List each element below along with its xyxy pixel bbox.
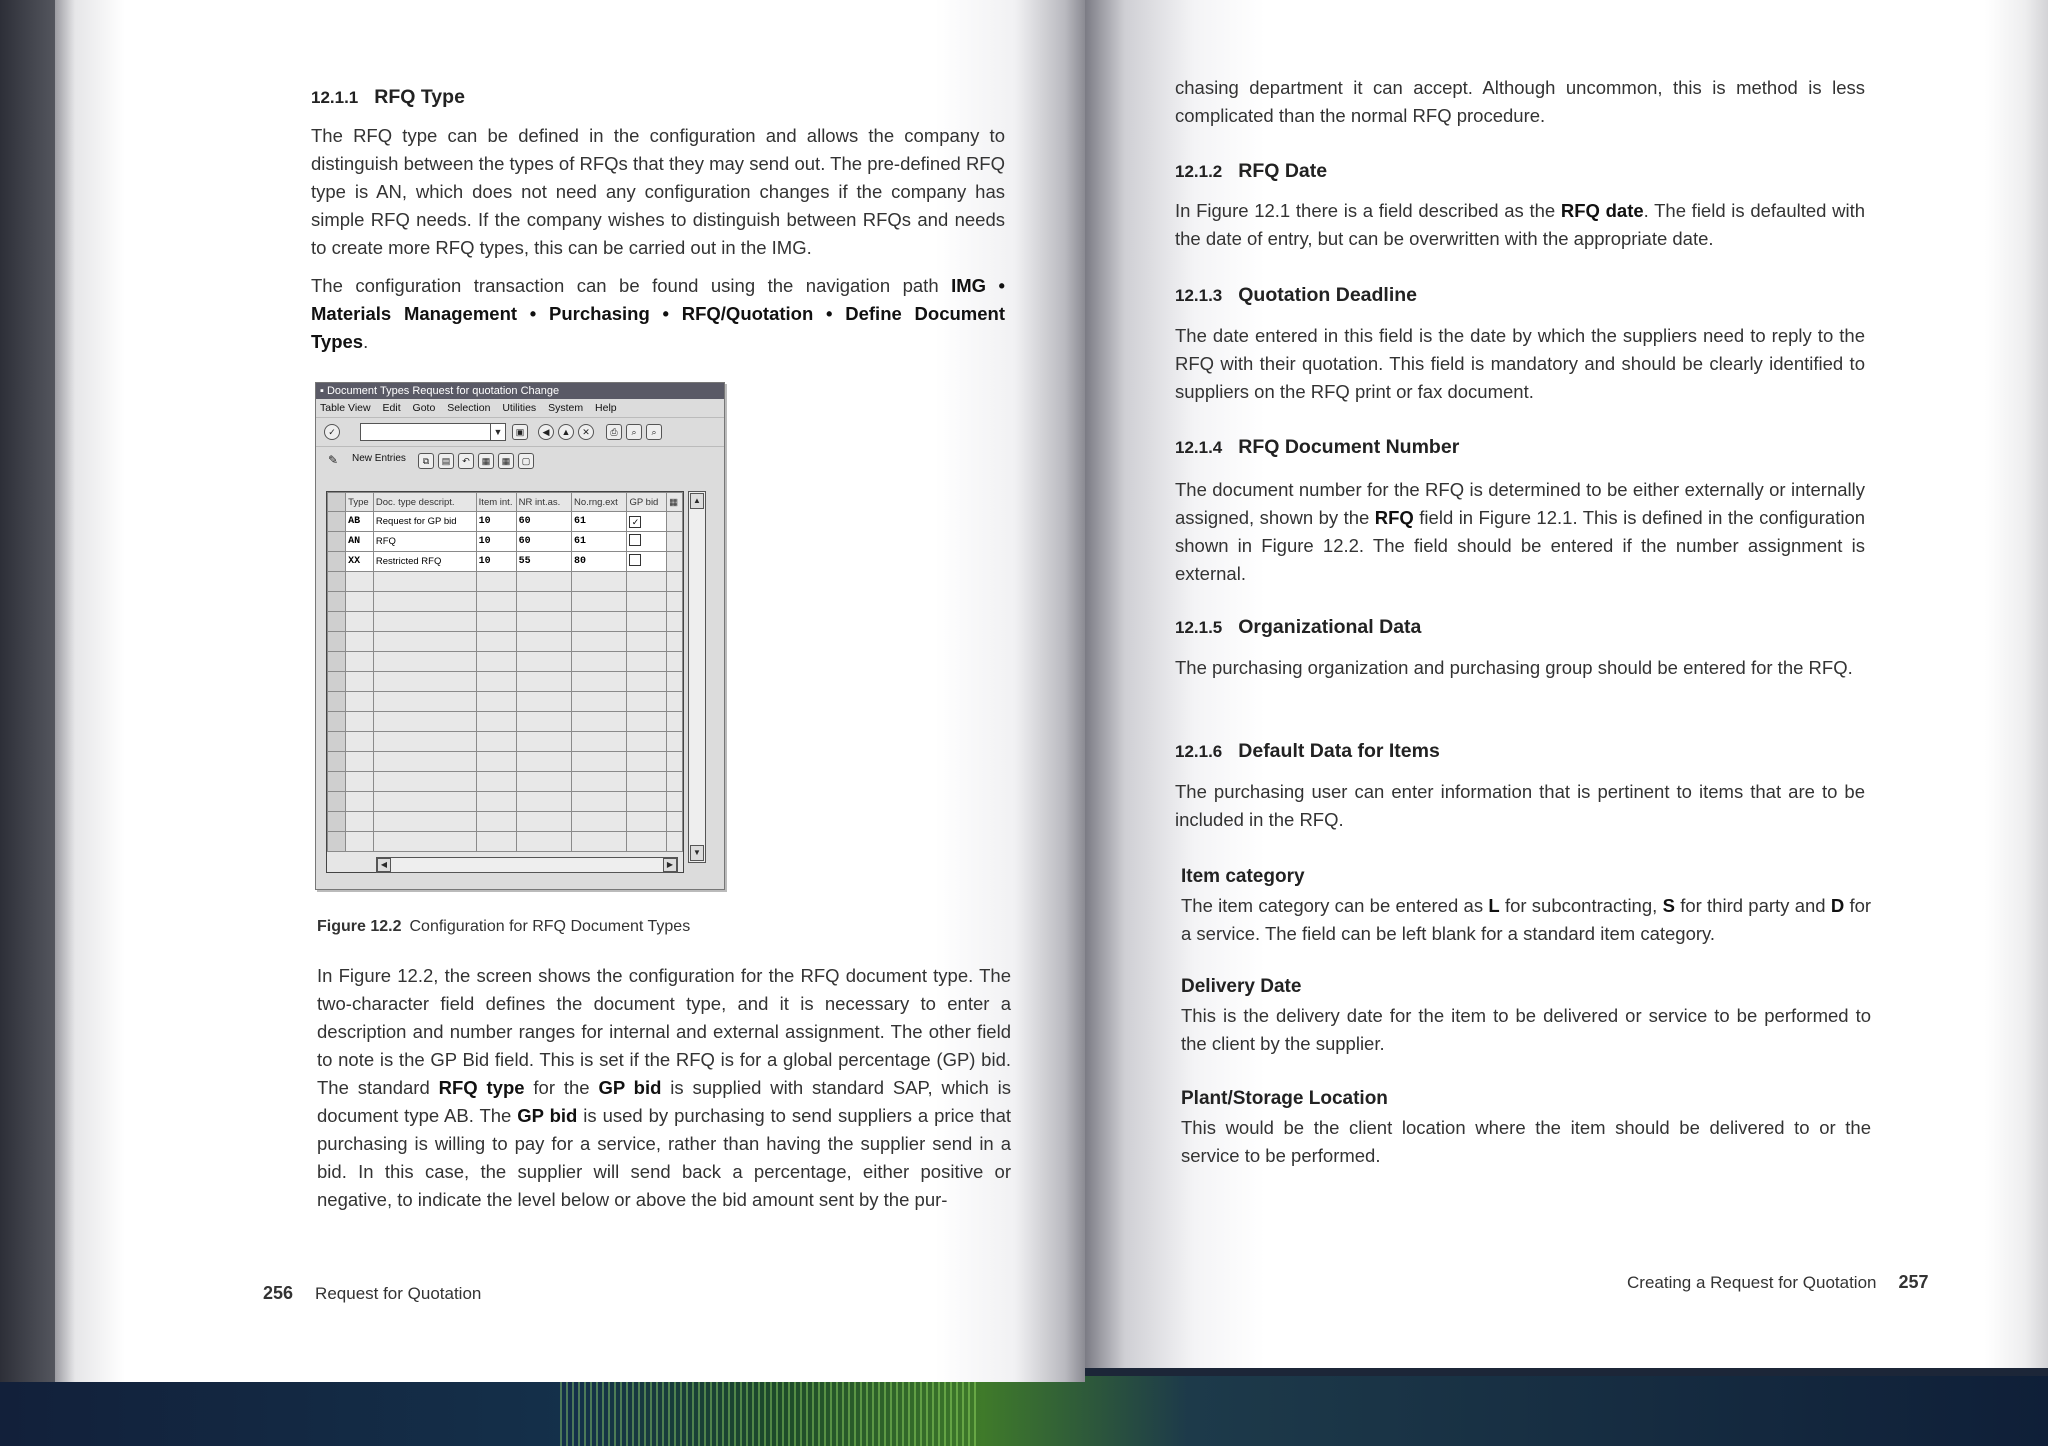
empty-cell[interactable] xyxy=(516,572,571,592)
empty-cell[interactable] xyxy=(346,592,374,612)
empty-cell xyxy=(667,572,683,592)
cell-item-int[interactable]: 10 xyxy=(476,532,516,552)
subheading-item-category: Item category xyxy=(1181,866,1305,887)
img-navigation-path: IMG • Materials Management • Purchasing • RFQ/Quotation • Define Document Types xyxy=(311,275,1006,352)
scroll-up-icon[interactable]: ▲ xyxy=(690,493,704,509)
row-selector[interactable] xyxy=(328,792,346,812)
empty-cell[interactable] xyxy=(476,812,516,832)
table xyxy=(327,492,683,852)
empty-cell[interactable] xyxy=(346,812,374,832)
new-entries-button[interactable]: New Entries xyxy=(352,453,406,464)
empty-table-row[interactable] xyxy=(328,632,683,652)
empty-table-row[interactable] xyxy=(328,572,683,592)
save-icon[interactable]: ▣ xyxy=(512,424,528,440)
book-edge xyxy=(0,0,55,1382)
empty-cell[interactable] xyxy=(516,792,571,812)
section-heading-12-1-5 xyxy=(1175,616,1421,639)
paragraph-delivery-date: This is the delivery date for the item to be delivered or service to be performed to the client by the supplier. xyxy=(1181,1005,1871,1054)
empty-table-row[interactable] xyxy=(328,592,683,612)
gp-bid-checkbox[interactable] xyxy=(629,534,641,546)
gp-bid-checkbox[interactable] xyxy=(629,554,641,566)
empty-cell xyxy=(667,812,683,832)
s2-bold-rfq-date: RFQ date xyxy=(1560,200,1644,221)
section-heading-12-1-4 xyxy=(1175,436,1459,459)
row-selector[interactable] xyxy=(328,532,346,552)
section-title: RFQ Type xyxy=(374,86,465,108)
delete-icon[interactable]: ▤ xyxy=(438,453,454,469)
select-all-cell[interactable] xyxy=(328,493,346,512)
empty-cell[interactable] xyxy=(571,832,627,852)
empty-cell xyxy=(667,652,683,672)
para3-text-c: for the xyxy=(533,1077,590,1098)
select-block-icon[interactable]: ▦ xyxy=(498,453,514,469)
column-header-type[interactable]: Type xyxy=(346,493,374,512)
section-number: 12.1.4 xyxy=(1175,438,1223,457)
cell-nr-ext[interactable]: 61 xyxy=(571,532,627,552)
s4-bold-rfq: RFQ xyxy=(1374,507,1414,528)
empty-cell[interactable] xyxy=(373,772,476,792)
paragraph-rfq-date xyxy=(1175,197,1865,253)
empty-table-row[interactable] xyxy=(328,752,683,772)
empty-cell xyxy=(667,772,683,792)
empty-cell[interactable] xyxy=(346,672,374,692)
section-number: 12.1.2 xyxy=(1175,162,1223,181)
empty-cell[interactable] xyxy=(373,732,476,752)
subheading-plant-storage-location: Plant/Storage Location xyxy=(1181,1088,1388,1109)
right-page xyxy=(1085,0,2048,1368)
paragraph-plant-storage-location: This would be the client location where the item should be delivered to or the service to be performed. xyxy=(1181,1117,1871,1166)
empty-cell[interactable] xyxy=(627,652,667,672)
section-heading-12-1-6 xyxy=(1175,740,1440,763)
empty-cell[interactable] xyxy=(627,632,667,652)
empty-cell[interactable] xyxy=(627,612,667,632)
horizontal-scrollbar[interactable] xyxy=(376,857,678,873)
empty-cell[interactable] xyxy=(346,832,374,852)
section-title: Default Data for Items xyxy=(1238,740,1440,762)
cell-item-int[interactable]: 10 xyxy=(476,512,516,532)
select-all-icon[interactable]: ▦ xyxy=(478,453,494,469)
column-header-item-int[interactable]: Item int. xyxy=(476,493,516,512)
subheading-delivery-date: Delivery Date xyxy=(1181,976,1302,997)
menu-utilities[interactable]: Utilities xyxy=(502,402,537,414)
paragraph-rfq-type: The RFQ type can be defined in the configuration and allows the company to distinguish between the types of RFQs that they may send out. The pre-defined RFQ type is AN, which does not need any configuration changes if the company has simple RFQ needs. If the company wishes to distinguish between RFQs and needs to create more RFQ types, this can be carried out in the IMG. xyxy=(311,125,1005,258)
copy-icon[interactable]: ⧉ xyxy=(418,453,434,469)
empty-cell xyxy=(667,672,683,692)
section-title: Quotation Deadline xyxy=(1238,284,1418,306)
empty-cell[interactable] xyxy=(627,812,667,832)
empty-table-row[interactable] xyxy=(328,692,683,712)
table-row[interactable] xyxy=(328,532,683,552)
empty-cell[interactable] xyxy=(516,632,571,652)
table-row[interactable] xyxy=(328,512,683,532)
menu-goto[interactable]: Goto xyxy=(412,402,436,414)
para3-bold-gp-bid: GP bid xyxy=(598,1077,662,1098)
figure-label: Figure 12.2 xyxy=(317,918,402,935)
empty-cell[interactable] xyxy=(476,752,516,772)
section-number: 12.1.5 xyxy=(1175,618,1223,637)
cancel-icon[interactable]: ✕ xyxy=(578,424,594,440)
scroll-down-icon[interactable]: ▼ xyxy=(690,845,704,861)
empty-cell xyxy=(667,832,683,852)
section-heading-12-1-1 xyxy=(311,86,465,109)
empty-cell xyxy=(667,712,683,732)
ic-text-c: for third party and xyxy=(1680,895,1826,916)
empty-cell[interactable] xyxy=(346,652,374,672)
empty-cell[interactable] xyxy=(346,572,374,592)
empty-cell[interactable] xyxy=(516,692,571,712)
empty-cell[interactable] xyxy=(571,752,627,772)
page-number: 257 xyxy=(1898,1272,1929,1292)
empty-cell[interactable] xyxy=(476,572,516,592)
cell-nr-int[interactable]: 60 xyxy=(516,512,571,532)
paragraph-default-data: The purchasing user can enter information that is pertinent to items that are to be included in the RFQ. xyxy=(1175,781,1865,830)
running-footer-title: Creating a Request for Quotation xyxy=(1627,1273,1877,1292)
empty-cell[interactable] xyxy=(627,692,667,712)
s2-text-a: In Figure 12.1 there is a field described as the xyxy=(1175,200,1556,221)
empty-cell[interactable] xyxy=(476,632,516,652)
cell-spacer xyxy=(667,532,683,552)
para3-bold-gp-bid-2: GP bid xyxy=(517,1105,578,1126)
section-heading-12-1-2 xyxy=(1175,160,1327,183)
empty-table-row[interactable] xyxy=(328,792,683,812)
paragraph-item-category xyxy=(1181,892,1871,948)
ic-bold-d: D xyxy=(1830,895,1845,916)
row-selector[interactable] xyxy=(328,712,346,732)
empty-cell xyxy=(667,752,683,772)
display-change-icon[interactable]: ✎ xyxy=(327,453,339,467)
empty-cell[interactable] xyxy=(346,772,374,792)
empty-cell[interactable] xyxy=(346,712,374,732)
window-title: Document Types Request for quotation Change xyxy=(326,385,560,397)
empty-table-row[interactable] xyxy=(328,712,683,732)
row-selector[interactable] xyxy=(328,592,346,612)
cell-spacer xyxy=(667,512,683,532)
find-icon[interactable]: ⌕ xyxy=(626,424,642,440)
empty-cell[interactable] xyxy=(373,652,476,672)
empty-cell[interactable] xyxy=(476,672,516,692)
empty-cell[interactable] xyxy=(476,732,516,752)
para3-text-e: is used by purchasing to send suppliers a price that purchasing is willing to pay for a service, rather than having the supplier send in a bid. In this case, the supplier will send back a percentage, either positive or negative, to indicate the level below or above the bid amount sent by the pur- xyxy=(317,1105,1012,1210)
menu-table-view[interactable]: Table View xyxy=(320,402,371,414)
cell-type[interactable]: XX xyxy=(346,552,374,572)
empty-cell xyxy=(667,692,683,712)
empty-table-row[interactable] xyxy=(328,832,683,852)
empty-cell[interactable] xyxy=(346,632,374,652)
paragraph-continued: chasing department it can accept. Although uncommon, this is method is less complicated than the normal RFQ procedure. xyxy=(1175,77,1865,126)
paragraph-gp-bid xyxy=(317,962,1011,1214)
table-row[interactable] xyxy=(328,552,683,572)
empty-cell[interactable] xyxy=(476,592,516,612)
empty-table-row[interactable] xyxy=(328,672,683,692)
empty-cell[interactable] xyxy=(516,832,571,852)
empty-cell[interactable] xyxy=(476,612,516,632)
section-number: 12.1.6 xyxy=(1175,742,1223,761)
background-table-surface xyxy=(0,1376,2048,1446)
cell-nr-ext[interactable]: 80 xyxy=(571,552,627,572)
section-title: RFQ Date xyxy=(1238,160,1328,182)
empty-cell[interactable] xyxy=(627,772,667,792)
find-next-icon[interactable]: ⌕ xyxy=(646,424,662,440)
scroll-left-icon[interactable]: ◀ xyxy=(377,858,391,872)
empty-cell[interactable] xyxy=(627,752,667,772)
cell-description[interactable]: Restricted RFQ xyxy=(373,552,476,572)
page-number: 256 xyxy=(263,1283,294,1303)
empty-cell[interactable] xyxy=(627,712,667,732)
empty-cell[interactable] xyxy=(516,612,571,632)
sap-document-types-window xyxy=(315,382,725,890)
figure-caption xyxy=(317,918,690,936)
empty-cell[interactable] xyxy=(571,612,627,632)
cell-spacer xyxy=(667,552,683,572)
empty-cell[interactable] xyxy=(373,792,476,812)
empty-cell[interactable] xyxy=(373,632,476,652)
section-number: 12.1.3 xyxy=(1175,286,1223,305)
para2-end: . xyxy=(363,331,369,352)
vertical-scrollbar[interactable] xyxy=(688,491,706,863)
row-selector[interactable] xyxy=(328,752,346,772)
empty-cell[interactable] xyxy=(516,732,571,752)
empty-cell[interactable] xyxy=(516,812,571,832)
section-title: Organizational Data xyxy=(1238,616,1422,638)
cell-gp-bid[interactable] xyxy=(627,532,667,552)
para3-text-d: is supplied with standard SAP, which is document type AB. The xyxy=(317,1077,1012,1126)
paragraph-quotation-deadline: The date entered in this field is the date by which the suppliers need to reply to the RFQ with their quotation. This field is mandatory and should be clearly identified to suppliers on the RFQ print or fax document. xyxy=(1175,325,1865,402)
column-header-description[interactable]: Doc. type descript. xyxy=(373,493,476,512)
back-icon[interactable]: ◀ xyxy=(538,424,554,440)
left-page xyxy=(55,0,1085,1382)
empty-cell[interactable] xyxy=(476,832,516,852)
column-header-gp-bid[interactable]: GP bid xyxy=(627,493,667,512)
empty-cell[interactable] xyxy=(571,812,627,832)
ic-bold-l: L xyxy=(1488,895,1500,916)
empty-cell[interactable] xyxy=(373,812,476,832)
table-header-row xyxy=(328,493,683,512)
section-number: 12.1.1 xyxy=(311,88,359,107)
print-icon[interactable]: ⎙ xyxy=(606,424,622,440)
empty-cell[interactable] xyxy=(627,792,667,812)
standard-toolbar xyxy=(316,417,724,446)
window-title-bar: ▪ Document Types Request for quotation Change xyxy=(316,383,724,399)
cell-gp-bid[interactable] xyxy=(627,512,667,532)
empty-cell[interactable] xyxy=(627,832,667,852)
empty-cell[interactable] xyxy=(476,712,516,732)
menu-system[interactable]: System xyxy=(548,402,584,414)
empty-cell[interactable] xyxy=(571,572,627,592)
s4-text-a: The document number for the RFQ is determined to be either externally or internally assigned, shown by the xyxy=(1175,479,1865,528)
empty-cell[interactable] xyxy=(346,732,374,752)
empty-cell[interactable] xyxy=(571,712,627,732)
empty-cell[interactable] xyxy=(373,672,476,692)
scroll-right-icon[interactable]: ▶ xyxy=(663,858,677,872)
empty-table-row[interactable] xyxy=(328,732,683,752)
empty-cell[interactable] xyxy=(627,572,667,592)
empty-cell[interactable] xyxy=(373,832,476,852)
column-header-nr-int[interactable]: NR int.as. xyxy=(516,493,571,512)
running-footer-title: Request for Quotation xyxy=(315,1284,482,1303)
section-heading-12-1-3 xyxy=(1175,284,1417,307)
cell-nr-ext[interactable]: 61 xyxy=(571,512,627,532)
empty-cell[interactable] xyxy=(373,592,476,612)
row-selector[interactable] xyxy=(328,652,346,672)
menu-selection[interactable]: Selection xyxy=(447,402,491,414)
empty-cell[interactable] xyxy=(346,752,374,772)
column-header-nr-ext[interactable]: No.rng.ext xyxy=(571,493,627,512)
paragraph-rfq-document-number xyxy=(1175,476,1865,588)
empty-cell[interactable] xyxy=(476,692,516,712)
exit-icon[interactable]: ▲ xyxy=(558,424,574,440)
cell-description[interactable]: RFQ xyxy=(373,532,476,552)
empty-cell xyxy=(667,612,683,632)
document-types-table xyxy=(326,491,684,873)
ic-text-b: for subcontracting, xyxy=(1504,895,1658,916)
empty-cell[interactable] xyxy=(516,672,571,692)
empty-cell[interactable] xyxy=(476,772,516,792)
paragraph-navigation-path xyxy=(311,272,1005,356)
undo-icon[interactable]: ↶ xyxy=(458,453,474,469)
empty-table-row[interactable] xyxy=(328,612,683,632)
row-selector[interactable] xyxy=(328,812,346,832)
empty-cell[interactable] xyxy=(346,692,374,712)
cell-nr-int[interactable]: 60 xyxy=(516,532,571,552)
deselect-all-icon[interactable]: ▢ xyxy=(518,453,534,469)
empty-cell[interactable] xyxy=(571,672,627,692)
empty-cell[interactable] xyxy=(571,772,627,792)
empty-cell[interactable] xyxy=(571,692,627,712)
gp-bid-checkbox[interactable]: ✓ xyxy=(629,516,641,528)
empty-cell[interactable] xyxy=(516,592,571,612)
s2-text-c: . The field is defaulted with the date of entry, but can be overwritten with the appropriate date. xyxy=(1175,200,1866,249)
empty-cell xyxy=(667,732,683,752)
s4-text-c: field in Figure 12.1. This is defined in the configuration shown in Figure 12.2. The field should be entered if the number assignment is external. xyxy=(1175,507,1866,584)
ic-text-a: The item category can be entered as xyxy=(1181,895,1484,916)
menu-edit[interactable]: Edit xyxy=(382,402,401,414)
empty-cell[interactable] xyxy=(373,752,476,772)
application-toolbar xyxy=(316,446,724,473)
figure-caption-text: Configuration for RFQ Document Types xyxy=(409,918,691,935)
row-selector[interactable] xyxy=(328,732,346,752)
empty-cell[interactable] xyxy=(627,672,667,692)
empty-cell[interactable] xyxy=(476,652,516,672)
chevron-down-icon[interactable]: ▼ xyxy=(490,424,505,440)
para2-intro: The configuration transaction can be found using the navigation path xyxy=(311,275,939,296)
empty-cell[interactable] xyxy=(571,592,627,612)
row-selector[interactable] xyxy=(328,512,346,532)
ic-text-d: for a service. The field can be left blank for a standard item category. xyxy=(1181,895,1872,944)
row-selector[interactable] xyxy=(328,552,346,572)
empty-cell[interactable] xyxy=(571,652,627,672)
menu-bar xyxy=(316,399,724,417)
menu-help[interactable]: Help xyxy=(595,402,617,414)
empty-cell xyxy=(667,592,683,612)
empty-cell[interactable] xyxy=(516,652,571,672)
empty-cell[interactable] xyxy=(346,792,374,812)
section-title: RFQ Document Number xyxy=(1238,436,1460,458)
empty-cell[interactable] xyxy=(373,572,476,592)
row-selector[interactable] xyxy=(328,832,346,852)
empty-cell[interactable] xyxy=(346,612,374,632)
para3-text-a: In Figure 12.2, the screen shows the configuration for the RFQ document type. The two-character field defines the document type, and it is necessary to enter a description and number ranges for internal and external assignment. The other field to note is the GP Bid field. This is set if the RFQ is for a global percentage (GP) bid. The standard xyxy=(317,965,1011,1098)
empty-cell[interactable] xyxy=(476,792,516,812)
empty-cell xyxy=(667,632,683,652)
enter-icon[interactable]: ✓ xyxy=(324,424,340,440)
row-selector[interactable] xyxy=(328,772,346,792)
background-texture xyxy=(560,1376,980,1446)
cell-nr-int[interactable]: 55 xyxy=(516,552,571,572)
ic-bold-s: S xyxy=(1662,895,1675,916)
table-body xyxy=(328,512,683,852)
row-selector[interactable] xyxy=(328,612,346,632)
row-selector[interactable] xyxy=(328,692,346,712)
empty-cell[interactable] xyxy=(627,732,667,752)
empty-cell[interactable] xyxy=(571,632,627,652)
empty-cell[interactable] xyxy=(516,752,571,772)
empty-cell xyxy=(667,792,683,812)
para3-bold-rfq-type: RFQ type xyxy=(438,1077,525,1098)
empty-table-row[interactable] xyxy=(328,652,683,672)
cell-type[interactable]: AN xyxy=(346,532,374,552)
empty-cell[interactable] xyxy=(571,792,627,812)
empty-table-row[interactable] xyxy=(328,772,683,792)
empty-cell[interactable] xyxy=(516,712,571,732)
row-selector[interactable] xyxy=(328,632,346,652)
cell-type[interactable]: AB xyxy=(346,512,374,532)
row-selector[interactable] xyxy=(328,572,346,592)
page-footer-left xyxy=(263,1283,481,1304)
cell-description[interactable]: Request for GP bid xyxy=(373,512,476,532)
cell-gp-bid[interactable] xyxy=(627,552,667,572)
empty-table-row[interactable] xyxy=(328,812,683,832)
paragraph-organizational-data: The purchasing organization and purchasing group should be entered for the RFQ. xyxy=(1175,657,1853,678)
empty-cell[interactable] xyxy=(516,772,571,792)
column-config-cell[interactable]: ▦ xyxy=(667,493,683,512)
empty-cell[interactable] xyxy=(373,692,476,712)
empty-cell[interactable] xyxy=(373,712,476,732)
empty-cell[interactable] xyxy=(627,592,667,612)
cell-item-int[interactable]: 10 xyxy=(476,552,516,572)
row-selector[interactable] xyxy=(328,672,346,692)
empty-cell[interactable] xyxy=(373,612,476,632)
command-field[interactable] xyxy=(360,423,506,441)
empty-cell[interactable] xyxy=(571,732,627,752)
page-footer-right xyxy=(1627,1272,1929,1293)
